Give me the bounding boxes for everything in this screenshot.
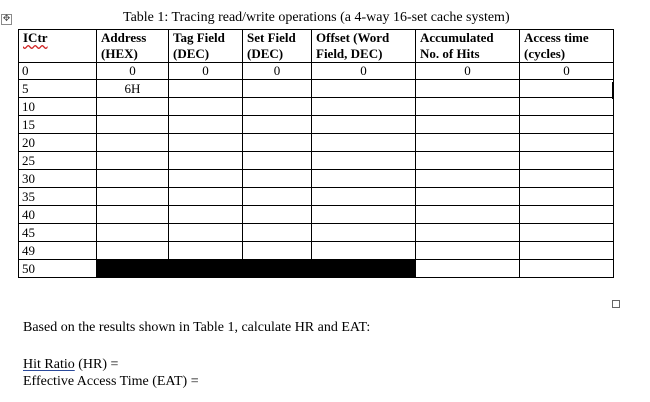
cell-offset[interactable] (312, 170, 416, 188)
cell-tag[interactable] (169, 170, 243, 188)
cell-set[interactable] (243, 116, 312, 134)
cell-hits[interactable] (416, 260, 520, 278)
hit-ratio-label: Hit Ratio (23, 357, 75, 372)
table-row (19, 98, 614, 116)
cell-offset[interactable] (312, 206, 416, 224)
cell-ictr[interactable]: 15 (19, 116, 97, 134)
cell-hits[interactable] (416, 80, 520, 98)
table-row (19, 224, 614, 242)
cell-offset[interactable] (312, 188, 416, 206)
col-header-hits: Accumulated No. of Hits (416, 30, 520, 63)
cell-offset[interactable] (312, 98, 416, 116)
text-cursor (612, 82, 613, 99)
cell-ictr[interactable]: 25 (19, 152, 97, 170)
cell-set[interactable] (243, 206, 312, 224)
table-row (19, 116, 614, 134)
cell-ictr[interactable]: 35 (19, 188, 97, 206)
cell-set[interactable] (243, 224, 312, 242)
cell-set[interactable] (243, 188, 312, 206)
cell-hits[interactable] (416, 152, 520, 170)
table-move-handle-icon[interactable]: ✥ (2, 14, 11, 24)
table-row (19, 80, 614, 98)
cell-offset-blacked (312, 260, 416, 278)
cell-hits[interactable] (416, 98, 520, 116)
cell-set[interactable] (243, 134, 312, 152)
cell-address[interactable] (97, 224, 169, 242)
col-header-ictr: ICtr (19, 30, 97, 63)
table-row (19, 188, 614, 206)
cell-access[interactable] (520, 134, 614, 152)
cell-ictr[interactable]: 49 (19, 242, 97, 260)
cell-tag[interactable] (169, 188, 243, 206)
cell-ictr[interactable]: 30 (19, 170, 97, 188)
cell-access[interactable] (520, 80, 614, 98)
cell-address[interactable] (97, 170, 169, 188)
cell-hits[interactable] (416, 170, 520, 188)
table-caption: Table 1: Tracing read/write operations (a 4-way 16-set cache system) (123, 10, 510, 25)
table-row (19, 242, 614, 260)
cell-offset[interactable] (312, 224, 416, 242)
cell-tag[interactable] (169, 206, 243, 224)
cell-tag[interactable] (169, 134, 243, 152)
cell-tag-blacked (169, 260, 243, 278)
cell-access[interactable] (520, 242, 614, 260)
header-row (19, 30, 614, 63)
cell-access[interactable] (520, 170, 614, 188)
cell-address[interactable] (97, 152, 169, 170)
cell-ictr[interactable]: 10 (19, 98, 97, 116)
cell-access[interactable] (520, 206, 614, 224)
cell-ictr[interactable]: 5 (19, 80, 97, 98)
cell-address[interactable] (97, 206, 169, 224)
cell-set-blacked (243, 260, 312, 278)
hit-ratio-suffix: (HR) = (78, 357, 119, 372)
cell-set[interactable] (243, 152, 312, 170)
cell-ictr[interactable]: 40 (19, 206, 97, 224)
cell-ictr[interactable]: 50 (19, 260, 97, 278)
trace-table (18, 29, 614, 278)
cell-offset[interactable] (312, 116, 416, 134)
table-row (19, 260, 614, 278)
cell-ictr[interactable]: 0 (19, 63, 97, 80)
cell-tag[interactable] (169, 80, 243, 98)
table-row (19, 170, 614, 188)
cell-offset[interactable] (312, 152, 416, 170)
cell-ictr[interactable]: 45 (19, 224, 97, 242)
cell-tag[interactable] (169, 224, 243, 242)
cell-hits[interactable] (416, 188, 520, 206)
table-row (19, 63, 614, 80)
cell-hits[interactable] (416, 242, 520, 260)
cell-access[interactable] (520, 98, 614, 116)
eat-line: Effective Access Time (EAT) = (23, 374, 199, 389)
cell-address[interactable] (97, 242, 169, 260)
cell-offset[interactable] (312, 242, 416, 260)
cell-hits[interactable] (416, 224, 520, 242)
table-row (19, 134, 614, 152)
cell-address[interactable] (97, 134, 169, 152)
col-header-offset: Offset (Word Field, DEC) (312, 30, 416, 63)
cell-address[interactable] (97, 188, 169, 206)
cell-address[interactable]: 0 (97, 63, 169, 80)
cell-address[interactable]: 6H (97, 80, 169, 98)
cell-access[interactable] (520, 188, 614, 206)
cell-set[interactable] (243, 98, 312, 116)
table-resize-handle[interactable] (612, 300, 620, 308)
cell-hits[interactable] (416, 206, 520, 224)
cell-address[interactable] (97, 98, 169, 116)
cell-set[interactable] (243, 80, 312, 98)
cell-hits[interactable]: 0 (416, 63, 520, 80)
cell-set[interactable] (243, 170, 312, 188)
cell-ictr[interactable]: 20 (19, 134, 97, 152)
cell-offset[interactable]: 0 (312, 63, 416, 80)
question-paragraph: Based on the results shown in Table 1, calculate HR and EAT: (23, 320, 371, 335)
cell-access[interactable] (520, 152, 614, 170)
table-row (19, 152, 614, 170)
cell-tag[interactable] (169, 98, 243, 116)
col-header-tag: Tag Field (DEC) (169, 30, 243, 63)
cell-hits[interactable] (416, 116, 520, 134)
cell-address-blacked (97, 260, 169, 278)
col-header-set: Set Field (DEC) (243, 30, 312, 63)
cell-access[interactable] (520, 224, 614, 242)
col-header-address: Address (HEX) (97, 30, 169, 63)
cell-offset[interactable] (312, 134, 416, 152)
cell-access[interactable] (520, 116, 614, 134)
cell-address[interactable] (97, 116, 169, 134)
cell-tag[interactable]: 0 (169, 63, 243, 80)
col-header-access: Access time (cycles) (520, 30, 614, 63)
cell-offset[interactable] (312, 80, 416, 98)
cell-set[interactable] (243, 242, 312, 260)
cell-access[interactable] (520, 260, 614, 278)
hit-ratio-line (23, 357, 118, 373)
cell-access[interactable]: 0 (520, 63, 614, 80)
cell-hits[interactable] (416, 134, 520, 152)
cell-tag[interactable] (169, 116, 243, 134)
table-row (19, 206, 614, 224)
cell-tag[interactable] (169, 152, 243, 170)
cell-set[interactable]: 0 (243, 63, 312, 80)
cell-tag[interactable] (169, 242, 243, 260)
